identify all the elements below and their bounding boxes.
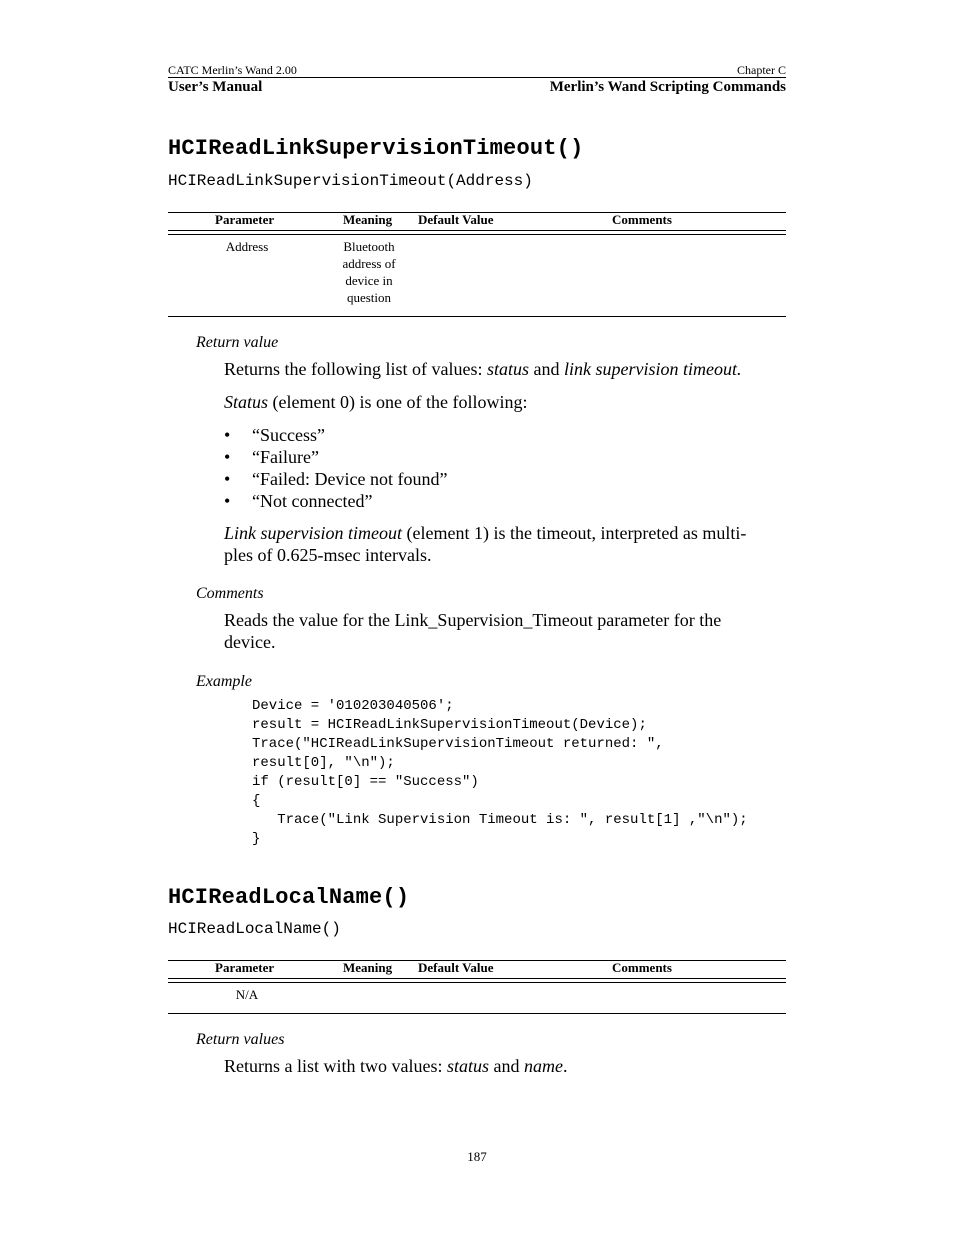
table-header-rule-1	[168, 230, 786, 231]
meaning-line: address of	[342, 256, 396, 271]
header-product	[168, 63, 297, 78]
text-line: device.	[224, 632, 276, 652]
term-timeout: Link supervision timeout	[224, 523, 402, 543]
section1-signature: HCIReadLinkSupervisionTimeout(Address)	[168, 172, 533, 190]
term-status: status	[486, 359, 529, 379]
table-header-rule-1	[168, 978, 786, 979]
comments-label: Comments	[196, 585, 264, 602]
status-list	[224, 424, 447, 512]
header-manual: User’s Manual	[168, 79, 263, 95]
text-line: Reads the value for the Link_Supervision_Timeout parameter for the	[224, 610, 722, 630]
table-cell-parameter: N/A	[235, 987, 259, 1002]
header-product-text: CATC Merlin’s Wand 2.00	[168, 63, 297, 77]
text-run: (element 1) is the timeout, interpreted as multi-	[402, 523, 747, 543]
section2-signature: HCIReadLocalName()	[168, 920, 341, 938]
return-value-text	[224, 358, 786, 380]
example-code: Device = '010203040506'; result = HCIReadLinkSupervisionTimeout(Device); Trace("HCIReadLinkSupervisionTimeout returned: ", result[0], "\n"); if (result[0] == "Success") { Trace("Link Supervision Timeout is: ", result[1] ,"\n"); }	[252, 698, 748, 847]
list-item-text: “Success”	[252, 425, 325, 445]
header-chapter-text: Chapter C	[737, 63, 786, 77]
table-header-rule-2	[168, 982, 786, 983]
table-header-default: Default Value	[418, 212, 494, 227]
table-header-meaning: Meaning	[343, 960, 393, 975]
bullet-icon: •	[224, 425, 231, 445]
return-value-label: Return value	[196, 334, 279, 351]
list-item	[224, 424, 447, 446]
term-status: Status	[224, 392, 269, 412]
bullet-icon: •	[224, 491, 231, 511]
section2-title: HCIReadLocalName()	[168, 885, 410, 910]
list-item-text: “Not connected”	[252, 491, 373, 511]
return-values-label: Return values	[196, 1031, 285, 1048]
text-run: (element 0) is one of the following:	[268, 392, 528, 412]
page-number: 187	[467, 1149, 487, 1164]
status-description	[224, 391, 786, 413]
meaning-line: device in	[345, 273, 393, 288]
table-header-rule-2	[168, 234, 786, 235]
table-bottom-rule	[168, 1013, 786, 1014]
list-item	[224, 468, 447, 490]
table-cell-meaning	[333, 238, 405, 306]
text-run: Returns a list with two values:	[224, 1056, 447, 1076]
table-bottom-rule	[168, 316, 786, 317]
comments-text	[224, 609, 786, 653]
meaning-line: Bluetooth	[343, 239, 395, 254]
header-section: Merlin’s Wand Scripting Commands	[549, 79, 786, 95]
list-item	[224, 446, 447, 468]
table-header-parameter: Parameter	[215, 960, 275, 975]
text-run: .	[563, 1056, 568, 1076]
text-line: ples of 0.625-msec intervals.	[224, 545, 432, 565]
text-run: Returns the following list of values:	[224, 359, 487, 379]
header-rule	[168, 77, 786, 78]
table-header-default: Default Value	[418, 960, 494, 975]
section1-param-table	[168, 212, 786, 318]
bullet-icon: •	[224, 469, 231, 489]
text-line	[224, 522, 786, 544]
section1-title: HCIReadLinkSupervisionTimeout()	[168, 136, 584, 161]
table-cell-parameter: Address	[225, 239, 269, 254]
return-values-text	[224, 1055, 786, 1077]
timeout-description	[224, 522, 786, 566]
text-run: and	[528, 359, 564, 379]
table-header-meaning: Meaning	[343, 212, 393, 227]
term-name: name	[524, 1056, 563, 1076]
list-item-text: “Failed: Device not found”	[252, 469, 448, 489]
bullet-icon: •	[224, 447, 231, 467]
meaning-line: question	[346, 290, 392, 305]
table-header-parameter: Parameter	[215, 212, 275, 227]
section2-param-table	[168, 960, 786, 1016]
list-item	[224, 490, 447, 512]
table-header-comments: Comments	[612, 212, 672, 227]
header-chapter	[737, 63, 786, 78]
term-timeout: link supervision timeout.	[563, 359, 742, 379]
list-item-text: “Failure”	[252, 447, 319, 467]
term-status: status	[446, 1056, 489, 1076]
table-header-comments: Comments	[612, 960, 672, 975]
example-label: Example	[196, 673, 252, 690]
text-run: and	[489, 1056, 524, 1076]
